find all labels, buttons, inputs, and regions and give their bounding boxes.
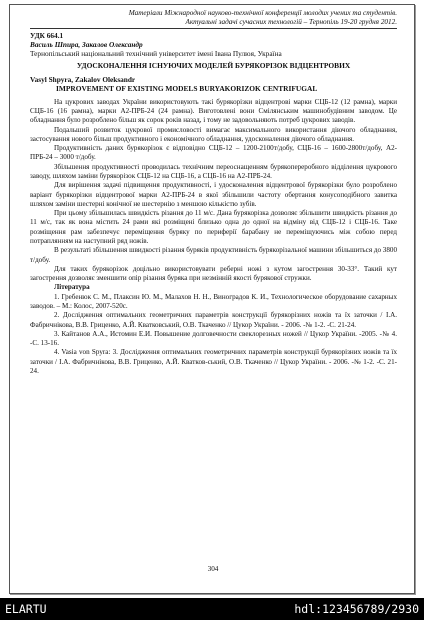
body-paragraph: Для таких бурякорізок доцільно використовувати реберні ножі з кутом загострення 30-33°. Такий кут загострення дозволяє зменшити опір різання буряка при незмінній якості бурякової стружки. — [30, 264, 397, 283]
page-content — [30, 9, 397, 376]
page-number: 304 — [207, 565, 219, 573]
conference-header-line-1: Матеріали Міжнародної науково-технічної конференції молодих учених та студентів. — [128, 9, 397, 17]
conference-header-line-2: Актуальні задачі сучасних технологій – Тернопіль 19-20 грудня 2012. — [185, 18, 397, 26]
udk-code: УДК 664.1 — [30, 31, 64, 40]
article-body — [30, 98, 397, 284]
body-paragraph: Продуктивність даних бурякорізок є відповідно СЦБ-12 – 1200-2100т/добу, СЦБ-16 – 1600-2800т/добу, А2-ПРБ-24 – 3000 т/добу. — [30, 144, 397, 162]
reference-item: 1. Гребенюк С. М., Плаксин Ю. М., Малахов Н. Н., Виноградов К. И., Технологическое оборудование сахарных заводов. – М.: Колос, 2007-520с. — [30, 292, 397, 310]
article-title-ukrainian: УДОСКОНАЛЕННЯ ІСНУЮЧИХ МОДЕЛЕЙ БУРЯКОРІЗОК ВІДЦЕНТРОВИХ — [76, 61, 351, 71]
document-page — [9, 4, 415, 594]
reference-item: 4. Vasia von Spyra: 3. Дослідження оптимальних геометричних параметрів конструкції бурякорізних ножів та їх заточки / І.А. Фабричнікова, В.В. Гриценко, А.Й. Кватков-ський, О.В. Ткаченко // Цукор України. - 2006. -№ 1-2. -С. 21-24. — [30, 348, 397, 375]
repository-name: ELARTU — [5, 602, 47, 616]
header-divider — [30, 28, 397, 29]
body-paragraph: Для вирішення задачі підвищення продуктивності, і удосконалення відцентрової бурякорізки було розроблено варіант бурякорізки відцентрової марки А2-ПРБ-24 в якої збільшили частоту обертання конусоподібного завитка шляхом заміни шестерні конічної не шестернію з меншою кількістю зубів. — [30, 181, 397, 208]
body-paragraph: Подальший розвиток цукрової промисловості вимагає максимального використання діючого обладнання, застосування нового більш продуктивного і економічного обладнання, удосконалення діючого обладнання. — [30, 125, 397, 143]
authors: Василь Шпира, Закалов Олександр — [30, 39, 143, 49]
handle-identifier: hdl:123456789/2930 — [294, 602, 419, 616]
article-title-english: IMPROVEMENT OF EXISTING MODELS BURYAKORIZOK CENTRIFUGAL — [56, 83, 318, 93]
body-paragraph: В результаті збільшення швидкості різання буряків продуктивність бурякорізальної машини збільшиться до 3800 т/добу. — [30, 246, 397, 264]
reference-item: 2. Дослідження оптимальних геометричних параметрів конструкції бурякорізних ножів та їх заточки / І.А. Фабричнікова, В.В. Гриценко, А.Й. Кватковський, О.В. Ткаченко // Цукор України. - 2006. -№ 1-2. -С. 21-24. — [30, 311, 397, 329]
reference-item: 3. Кайтанов А.А., Истомин Е.И. Повышение долговечности свеклорезных ножей // Цукор України. -2005. -№ 4. -С. 13-16. — [30, 329, 397, 348]
references-heading: Література — [54, 283, 90, 292]
repository-footer-bar — [0, 598, 424, 620]
body-paragraph: Збільшення продуктивності проводилась технічним переоснащенням бурякопереробного відділення цукрового заводу, шляхом заміни бурякорізок СЦБ-12 на СЦБ-16, а СЦБ-16 на А2-ПРБ-24. — [30, 162, 397, 180]
authors-english: Vasyl Shpyra, Zakalov Oleksandr — [30, 75, 136, 85]
references-list — [30, 293, 397, 377]
body-paragraph: На цукрових заводах України використовують такі бурякорізки відцентрові марки СЦБ-12 (12 рамна), марки СЦБ-16 (16 рамна), марки А2-ПРБ-24 (24 рамна). Виготовлені вони Смілянським машинобудівним заводом. Це обладнання було розроблено більш як сорок років назад, і тому не задовольняють потреб цукрових заводів. — [30, 97, 397, 125]
body-paragraph: При цьому збільшилась швидкість різання до 11 м/с. Дана бурякорізка дозволяє збільшити швидкість різання до 11 м/с, так як вона містить 24 рами які розміщені близько одна до одної на відміну від СЦБ-12 і СЦБ-16. Таке розміщення рам забезпечує переміщення буряку по периферії барабану не переміщуючись між собою перед потраплянням на наступний ряд ножів. — [30, 209, 397, 245]
affiliation: Тернопільський національний технічний університет імені Івана Пулюя, Україна — [30, 48, 282, 58]
